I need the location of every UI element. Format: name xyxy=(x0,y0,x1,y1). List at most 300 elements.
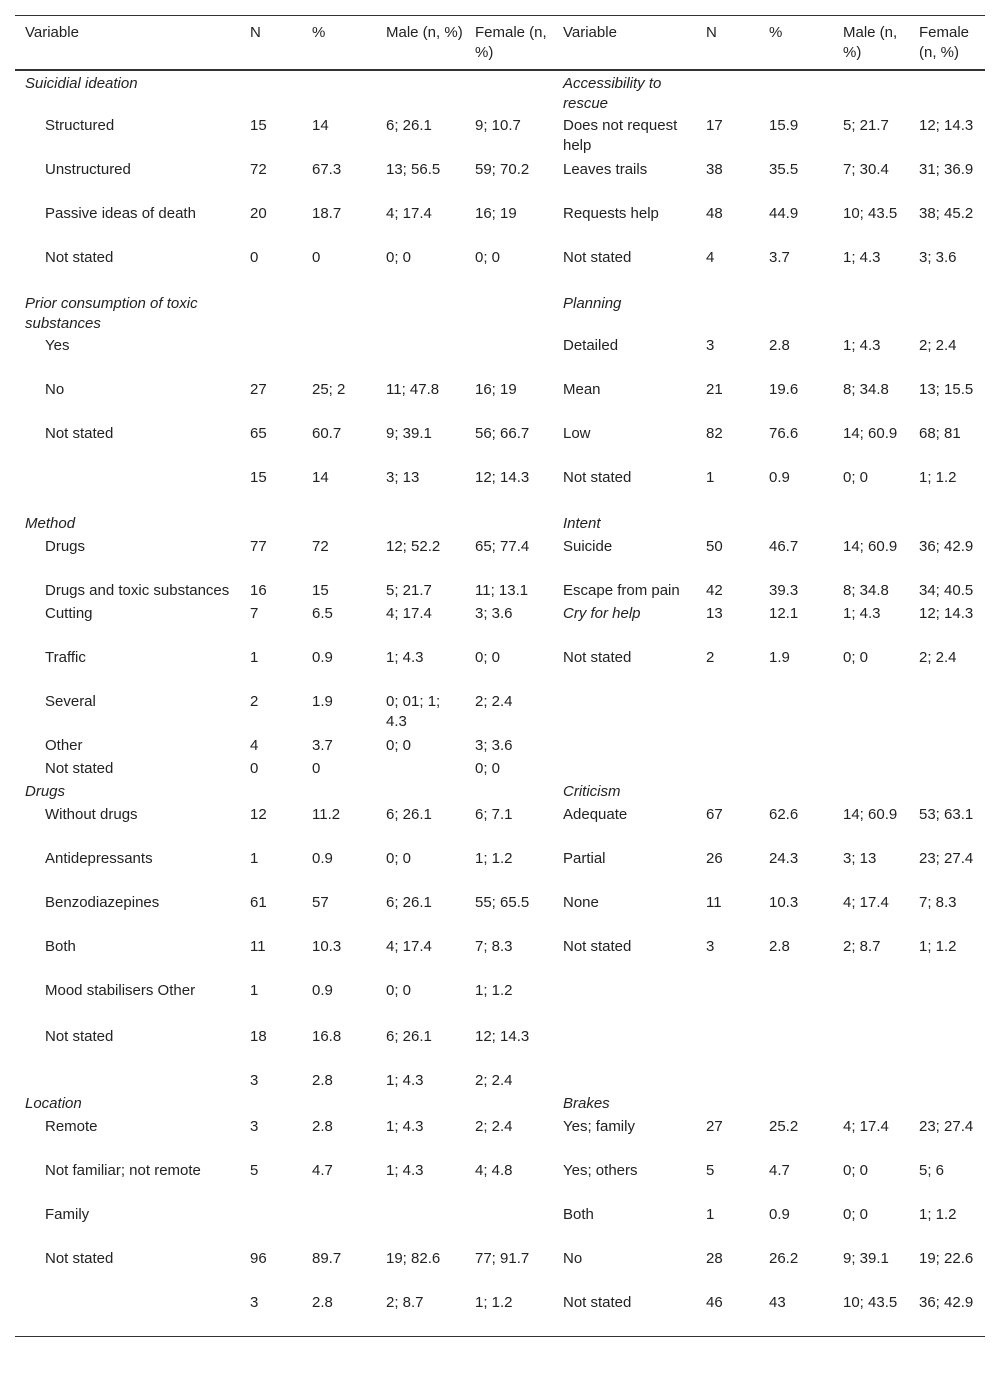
left-variable-cell: Without drugs xyxy=(45,806,138,823)
left-male-cell: 12; 52.2 xyxy=(386,538,441,555)
right-n-cell xyxy=(696,70,759,115)
right-female-cell: 13; 15.5 xyxy=(919,381,974,398)
left-variable-cell: Passive ideas of death xyxy=(45,205,196,222)
left-percent-cell xyxy=(302,70,376,115)
right-n-cell xyxy=(696,781,759,804)
right-female-cell: 2; 2.4 xyxy=(919,649,957,666)
data-table xyxy=(15,15,985,1337)
table-row xyxy=(15,691,985,735)
table-row xyxy=(15,848,985,892)
right-percent-cell: 12.1 xyxy=(769,605,799,622)
right-female-cell xyxy=(909,691,985,735)
left-male-cell xyxy=(376,1093,465,1116)
table-row xyxy=(15,980,985,1026)
left-percent-cell: 0.9 xyxy=(312,982,333,999)
right-female-cell: 36; 42.9 xyxy=(919,1294,974,1311)
left-percent-cell: 89.7 xyxy=(312,1250,342,1267)
right-male-cell xyxy=(833,735,909,758)
right-female-cell xyxy=(909,1070,985,1093)
right-percent-cell: 1.9 xyxy=(769,649,790,666)
left-percent-cell: 2.8 xyxy=(312,1118,333,1135)
left-female-cell: 2; 2.4 xyxy=(475,693,513,710)
right-n-cell: 13 xyxy=(706,605,723,622)
right-n-cell: 28 xyxy=(706,1250,723,1267)
right-female-cell: 19; 22.6 xyxy=(919,1250,974,1267)
header-percent-right: % xyxy=(769,24,783,41)
right-percent-cell: 43 xyxy=(769,1294,786,1311)
left-variable-cell: Traffic xyxy=(45,649,86,666)
right-male-cell: 0; 0 xyxy=(843,469,869,486)
left-male-cell: 0; 01; 1; 4.3 xyxy=(386,693,441,730)
right-variable-cell: Detailed xyxy=(563,337,619,354)
left-female-cell: 3; 3.6 xyxy=(475,605,513,622)
left-n-cell: 72 xyxy=(250,161,267,178)
table-row xyxy=(15,1026,985,1070)
left-female-cell xyxy=(465,1093,553,1116)
right-female-cell xyxy=(909,1093,985,1116)
left-percent-cell: 57 xyxy=(312,894,329,911)
left-n-cell: 3 xyxy=(250,1072,259,1089)
right-percent-cell: 62.6 xyxy=(769,806,799,823)
right-percent-cell: 35.5 xyxy=(769,161,799,178)
right-female-cell: 34; 40.5 xyxy=(919,582,974,599)
left-male-cell xyxy=(376,293,465,335)
right-male-cell: 14; 60.9 xyxy=(843,538,898,555)
table-row xyxy=(15,1204,985,1248)
left-male-cell: 3; 13 xyxy=(386,469,420,486)
right-variable-cell: Low xyxy=(563,425,591,442)
left-variable-cell: Mood stabilisers Other xyxy=(45,982,196,999)
table-row xyxy=(15,1116,985,1160)
left-male-cell: 13; 56.5 xyxy=(386,161,441,178)
left-male-cell: 4; 17.4 xyxy=(386,205,432,222)
right-percent-cell: 4.7 xyxy=(769,1162,790,1179)
right-variable-cell: Does not request help xyxy=(563,117,678,154)
left-variable-cell: Not stated xyxy=(45,425,114,442)
left-variable-cell: Both xyxy=(45,938,76,955)
left-male-cell: 6; 26.1 xyxy=(386,117,432,134)
right-n-cell xyxy=(696,1026,759,1070)
left-variable-cell: Prior consumption of toxic substances xyxy=(25,295,198,332)
right-variable-cell xyxy=(553,1070,696,1093)
right-variable-cell xyxy=(553,980,696,1026)
left-female-cell: 1; 1.2 xyxy=(475,1294,513,1311)
right-percent-cell xyxy=(759,781,833,804)
right-female-cell xyxy=(909,758,985,781)
left-n-cell: 2 xyxy=(250,693,259,710)
left-n-cell: 7 xyxy=(250,605,259,622)
right-percent-cell xyxy=(759,735,833,758)
left-percent-cell: 4.7 xyxy=(312,1162,333,1179)
left-variable-cell: Drugs xyxy=(45,538,86,555)
left-male-cell xyxy=(376,513,465,536)
right-variable-cell: Not stated xyxy=(563,649,632,666)
left-n-cell: 0 xyxy=(250,249,259,266)
left-variable-cell: Remote xyxy=(45,1118,98,1135)
left-male-cell: 0; 0 xyxy=(386,982,412,999)
right-male-cell xyxy=(833,758,909,781)
table-row xyxy=(15,423,985,467)
right-female-cell: 1; 1.2 xyxy=(919,938,957,955)
right-percent-cell xyxy=(759,293,833,335)
left-variable-cell xyxy=(15,1070,240,1093)
right-n-cell xyxy=(696,1070,759,1093)
header-male-left: Male (n, %) xyxy=(386,24,463,41)
right-n-cell: 1 xyxy=(706,469,715,486)
right-n-cell: 3 xyxy=(706,337,715,354)
right-female-cell xyxy=(909,1026,985,1070)
right-n-cell: 42 xyxy=(706,582,723,599)
right-variable-cell xyxy=(553,1026,696,1070)
right-percent-cell: 25.2 xyxy=(769,1118,799,1135)
left-percent-cell xyxy=(302,335,376,379)
right-variable-cell: Adequate xyxy=(563,806,628,823)
left-female-cell: 1; 1.2 xyxy=(475,850,513,867)
right-variable-cell: Intent xyxy=(563,515,601,532)
table-row xyxy=(15,647,985,691)
right-female-cell: 23; 27.4 xyxy=(919,850,974,867)
left-female-cell: 2; 2.4 xyxy=(475,1072,513,1089)
left-percent-cell: 3.7 xyxy=(312,737,333,754)
right-female-cell: 36; 42.9 xyxy=(919,538,974,555)
right-n-cell: 82 xyxy=(706,425,723,442)
left-female-cell: 0; 0 xyxy=(475,760,501,777)
left-male-cell: 1; 4.3 xyxy=(386,649,424,666)
right-variable-cell: Escape from pain xyxy=(563,582,680,599)
right-variable-cell xyxy=(553,735,696,758)
table-row xyxy=(15,781,985,804)
left-female-cell xyxy=(465,1204,553,1248)
right-male-cell xyxy=(833,1093,909,1116)
table-row xyxy=(15,115,985,159)
right-male-cell xyxy=(833,980,909,1026)
right-male-cell xyxy=(833,1026,909,1070)
table-row xyxy=(15,735,985,758)
table-row xyxy=(15,580,985,603)
left-female-cell: 4; 4.8 xyxy=(475,1162,513,1179)
left-male-cell xyxy=(376,781,465,804)
right-female-cell: 1; 1.2 xyxy=(919,469,957,486)
right-n-cell: 1 xyxy=(706,1206,715,1223)
right-female-cell: 12; 14.3 xyxy=(919,605,974,622)
right-n-cell: 50 xyxy=(706,538,723,555)
table-row xyxy=(15,536,985,580)
left-variable-cell xyxy=(15,1292,240,1336)
left-n-cell: 15 xyxy=(250,117,267,134)
left-n-cell: 4 xyxy=(250,737,259,754)
right-male-cell: 4; 17.4 xyxy=(843,1118,889,1135)
left-male-cell: 6; 26.1 xyxy=(386,806,432,823)
left-n-cell xyxy=(240,335,302,379)
header-male-right: Male (n, %) xyxy=(843,24,898,61)
left-variable-cell: Benzodiazepines xyxy=(45,894,160,911)
table-row xyxy=(15,335,985,379)
left-n-cell: 18 xyxy=(250,1028,267,1045)
left-n-cell: 3 xyxy=(250,1118,259,1135)
table-row xyxy=(15,203,985,247)
table-row xyxy=(15,892,985,936)
left-male-cell xyxy=(376,335,465,379)
left-male-cell: 0; 0 xyxy=(386,850,412,867)
right-percent-cell xyxy=(759,513,833,536)
left-male-cell xyxy=(376,1204,465,1248)
left-male-cell: 0; 0 xyxy=(386,737,412,754)
right-variable-cell: Requests help xyxy=(563,205,659,222)
left-male-cell: 4; 17.4 xyxy=(386,605,432,622)
left-variable-cell: Method xyxy=(25,515,76,532)
right-percent-cell xyxy=(759,1070,833,1093)
left-variable-cell: Cutting xyxy=(45,605,93,622)
right-female-cell: 31; 36.9 xyxy=(919,161,974,178)
right-percent-cell: 3.7 xyxy=(769,249,790,266)
left-n-cell xyxy=(240,1093,302,1116)
right-percent-cell: 46.7 xyxy=(769,538,799,555)
right-male-cell: 3; 13 xyxy=(843,850,877,867)
right-n-cell xyxy=(696,691,759,735)
table-row xyxy=(15,603,985,647)
left-n-cell xyxy=(240,70,302,115)
right-variable-cell: Planning xyxy=(563,295,622,312)
left-male-cell xyxy=(376,70,465,115)
right-male-cell: 0; 0 xyxy=(843,1162,869,1179)
left-n-cell: 77 xyxy=(250,538,267,555)
left-female-cell: 0; 0 xyxy=(475,249,501,266)
right-female-cell xyxy=(909,735,985,758)
left-female-cell: 55; 65.5 xyxy=(475,894,530,911)
left-percent-cell: 6.5 xyxy=(312,605,333,622)
left-n-cell: 16 xyxy=(250,582,267,599)
right-n-cell xyxy=(696,735,759,758)
right-variable-cell: Criticism xyxy=(563,783,621,800)
left-female-cell xyxy=(465,293,553,335)
left-percent-cell: 2.8 xyxy=(312,1072,333,1089)
right-female-cell: 3; 3.6 xyxy=(919,249,957,266)
table-header-row xyxy=(15,16,985,71)
left-female-cell: 16; 19 xyxy=(475,381,517,398)
left-female-cell: 9; 10.7 xyxy=(475,117,521,134)
right-male-cell: 8; 34.8 xyxy=(843,582,889,599)
right-n-cell: 3 xyxy=(706,938,715,955)
left-n-cell: 15 xyxy=(250,469,267,486)
right-variable-cell: None xyxy=(563,894,599,911)
right-percent-cell xyxy=(759,1026,833,1070)
left-percent-cell: 1.9 xyxy=(312,693,333,710)
right-variable-cell: Not stated xyxy=(563,469,632,486)
right-female-cell xyxy=(909,513,985,536)
left-female-cell: 11; 13.1 xyxy=(475,582,529,599)
table-row xyxy=(15,159,985,203)
right-variable-cell: Mean xyxy=(563,381,601,398)
right-percent-cell: 44.9 xyxy=(769,205,799,222)
right-female-cell: 53; 63.1 xyxy=(919,806,974,823)
right-percent-cell: 24.3 xyxy=(769,850,799,867)
left-variable-cell: Not stated xyxy=(45,760,114,777)
left-percent-cell: 0 xyxy=(312,760,321,777)
left-n-cell: 12 xyxy=(250,806,267,823)
right-percent-cell: 2.8 xyxy=(769,337,790,354)
left-n-cell xyxy=(240,781,302,804)
left-n-cell: 5 xyxy=(250,1162,259,1179)
right-n-cell: 4 xyxy=(706,249,715,266)
left-male-cell: 6; 26.1 xyxy=(386,1028,432,1045)
left-variable-cell: Not stated xyxy=(45,249,114,266)
left-percent-cell: 60.7 xyxy=(312,425,342,442)
right-n-cell: 11 xyxy=(706,894,722,911)
right-male-cell: 0; 0 xyxy=(843,1206,869,1223)
left-male-cell: 1; 4.3 xyxy=(386,1162,424,1179)
right-percent-cell xyxy=(759,691,833,735)
right-female-cell: 12; 14.3 xyxy=(919,117,974,134)
right-n-cell xyxy=(696,758,759,781)
right-female-cell xyxy=(909,70,985,115)
left-n-cell: 61 xyxy=(250,894,267,911)
right-percent-cell xyxy=(759,1093,833,1116)
right-male-cell: 1; 4.3 xyxy=(843,337,881,354)
left-male-cell: 1; 4.3 xyxy=(386,1118,424,1135)
right-male-cell xyxy=(833,781,909,804)
table-row xyxy=(15,1093,985,1116)
right-n-cell xyxy=(696,1093,759,1116)
left-percent-cell: 16.8 xyxy=(312,1028,342,1045)
right-n-cell: 67 xyxy=(706,806,723,823)
left-percent-cell xyxy=(302,513,376,536)
left-n-cell: 11 xyxy=(250,938,266,955)
left-n-cell: 27 xyxy=(250,381,267,398)
left-female-cell: 6; 7.1 xyxy=(475,806,513,823)
left-female-cell: 59; 70.2 xyxy=(475,161,530,178)
right-percent-cell: 26.2 xyxy=(769,1250,799,1267)
left-variable-cell: Other xyxy=(45,737,83,754)
right-n-cell: 48 xyxy=(706,205,723,222)
right-male-cell xyxy=(833,513,909,536)
header-n-left: N xyxy=(250,24,261,41)
left-n-cell: 96 xyxy=(250,1250,267,1267)
right-variable-cell: Brakes xyxy=(563,1095,610,1112)
right-percent-cell: 39.3 xyxy=(769,582,799,599)
left-percent-cell xyxy=(302,781,376,804)
right-n-cell: 26 xyxy=(706,850,723,867)
left-female-cell: 65; 77.4 xyxy=(475,538,530,555)
left-variable-cell: Yes xyxy=(45,337,70,354)
right-male-cell: 14; 60.9 xyxy=(843,425,898,442)
right-percent-cell: 10.3 xyxy=(769,894,799,911)
table-body xyxy=(15,70,985,1336)
right-percent-cell: 19.6 xyxy=(769,381,799,398)
left-female-cell: 7; 8.3 xyxy=(475,938,513,955)
table-row xyxy=(15,1160,985,1204)
right-female-cell xyxy=(909,293,985,335)
header-variable-right: Variable xyxy=(563,24,617,41)
right-n-cell: 21 xyxy=(706,381,723,398)
header-variable-left: Variable xyxy=(25,24,79,41)
right-n-cell: 2 xyxy=(706,649,715,666)
right-male-cell: 0; 0 xyxy=(843,649,869,666)
left-n-cell: 1 xyxy=(250,649,259,666)
left-male-cell: 6; 26.1 xyxy=(386,894,432,911)
left-male-cell: 2; 8.7 xyxy=(386,1294,424,1311)
table-row xyxy=(15,936,985,980)
right-male-cell xyxy=(833,293,909,335)
header-female-right: Female (n, %) xyxy=(919,24,970,61)
left-variable-cell: Unstructured xyxy=(45,161,131,178)
left-female-cell xyxy=(465,781,553,804)
right-male-cell: 5; 21.7 xyxy=(843,117,889,134)
right-male-cell: 10; 43.5 xyxy=(843,205,898,222)
right-male-cell: 7; 30.4 xyxy=(843,161,889,178)
left-female-cell: 0; 0 xyxy=(475,649,501,666)
left-female-cell xyxy=(465,70,553,115)
right-n-cell: 27 xyxy=(706,1118,723,1135)
left-n-cell xyxy=(240,1204,302,1248)
right-male-cell: 1; 4.3 xyxy=(843,605,881,622)
right-male-cell: 14; 60.9 xyxy=(843,806,898,823)
left-female-cell: 77; 91.7 xyxy=(475,1250,530,1267)
left-percent-cell xyxy=(302,1093,376,1116)
table-row xyxy=(15,758,985,781)
table-row xyxy=(15,513,985,536)
left-male-cell: 0; 0 xyxy=(386,249,412,266)
right-female-cell: 1; 1.2 xyxy=(919,1206,957,1223)
left-male-cell: 5; 21.7 xyxy=(386,582,432,599)
left-percent-cell: 0.9 xyxy=(312,850,333,867)
right-variable-cell: Leaves trails xyxy=(563,161,648,178)
left-male-cell: 1; 4.3 xyxy=(386,1072,424,1089)
right-male-cell: 1; 4.3 xyxy=(843,249,881,266)
right-variable-cell: Both xyxy=(563,1206,594,1223)
left-male-cell: 19; 82.6 xyxy=(386,1250,441,1267)
table-row xyxy=(15,1070,985,1093)
left-variable-cell: Family xyxy=(45,1206,90,1223)
table-row xyxy=(15,467,985,513)
right-female-cell: 38; 45.2 xyxy=(919,205,974,222)
right-female-cell: 7; 8.3 xyxy=(919,894,957,911)
right-female-cell: 23; 27.4 xyxy=(919,1118,974,1135)
left-male-cell xyxy=(376,758,465,781)
left-percent-cell: 0.9 xyxy=(312,649,333,666)
left-variable-cell: Not stated xyxy=(45,1028,114,1045)
right-n-cell: 5 xyxy=(706,1162,715,1179)
header-percent-left: % xyxy=(312,24,326,41)
right-variable-cell: Cry for help xyxy=(563,605,641,622)
left-percent-cell: 0 xyxy=(312,249,321,266)
right-male-cell: 4; 17.4 xyxy=(843,894,889,911)
right-male-cell: 8; 34.8 xyxy=(843,381,889,398)
left-male-cell: 4; 17.4 xyxy=(386,938,432,955)
left-female-cell: 1; 1.2 xyxy=(475,982,513,999)
left-female-cell: 3; 3.6 xyxy=(475,737,513,754)
right-percent-cell xyxy=(759,980,833,1026)
left-percent-cell: 25; 2 xyxy=(312,381,346,398)
left-percent-cell: 2.8 xyxy=(312,1294,333,1311)
right-n-cell xyxy=(696,980,759,1026)
right-percent-cell: 0.9 xyxy=(769,1206,790,1223)
data-table-container xyxy=(15,15,985,1337)
left-n-cell: 20 xyxy=(250,205,267,222)
left-male-cell: 11; 47.8 xyxy=(386,381,440,398)
table-row xyxy=(15,293,985,335)
right-female-cell: 5; 6 xyxy=(919,1162,945,1179)
left-variable-cell: Suicidial ideation xyxy=(25,75,138,92)
left-variable-cell: No xyxy=(45,381,65,398)
left-percent-cell: 72 xyxy=(312,538,329,555)
right-percent-cell: 76.6 xyxy=(769,425,799,442)
right-variable-cell: Not stated xyxy=(563,938,632,955)
left-n-cell: 65 xyxy=(250,425,267,442)
left-n-cell: 0 xyxy=(250,760,259,777)
right-variable-cell xyxy=(553,758,696,781)
right-variable-cell: No xyxy=(563,1250,583,1267)
right-n-cell xyxy=(696,293,759,335)
